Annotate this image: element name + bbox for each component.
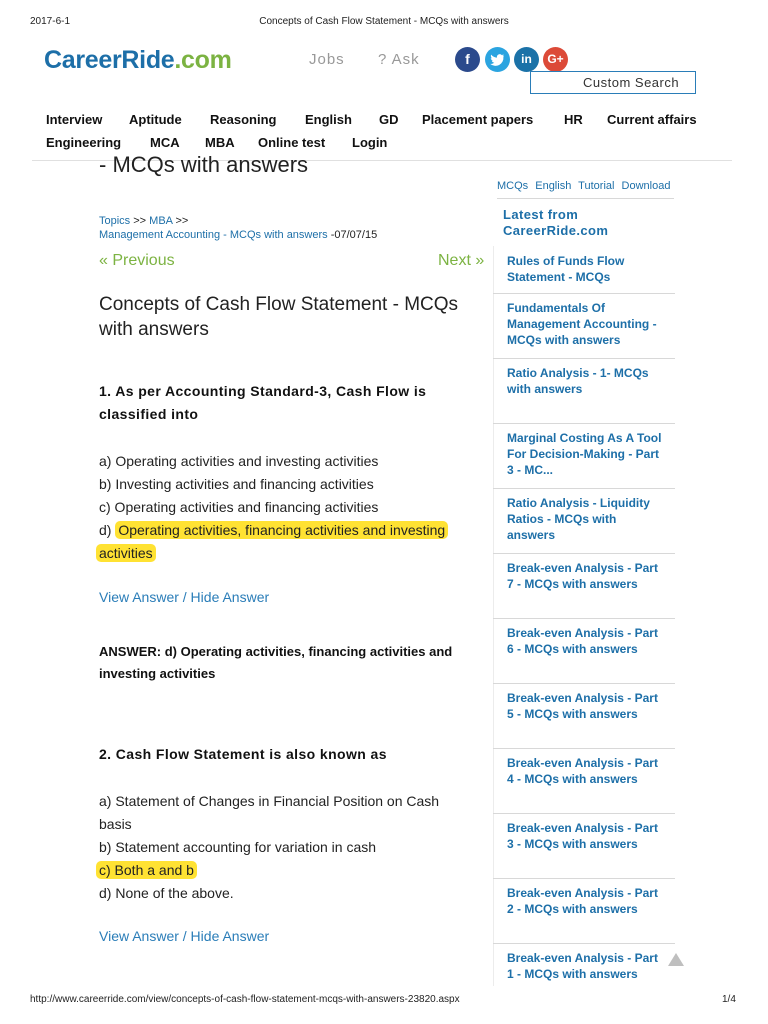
q2-option-c	[96, 861, 197, 879]
sidebar-heading-line-2: CareerRide.com	[503, 223, 609, 238]
sidebar-item-funds-flow[interactable]: Rules of Funds Flow Statement - MCQs	[493, 246, 675, 294]
q1-option-c: c) Operating activities and financing activities	[99, 499, 379, 515]
nav-placement-papers[interactable]: Placement papers	[422, 112, 534, 127]
sidebar-link-english[interactable]: English	[535, 180, 572, 192]
nav-engineering[interactable]: Engineering	[46, 135, 122, 150]
q1-option-d-highlight-cont: activities	[96, 544, 156, 562]
nav-login[interactable]: Login	[352, 135, 388, 150]
breadcrumb-mba[interactable]: MBA	[149, 215, 173, 227]
scroll-to-top-icon[interactable]	[668, 953, 684, 966]
q2-option-b: b) Statement accounting for variation in cash	[99, 839, 377, 855]
logo-text-domain: .com	[174, 46, 232, 74]
print-header	[0, 16, 768, 30]
linkedin-icon[interactable]: in	[514, 47, 539, 72]
nav-mca[interactable]: MCA	[150, 135, 180, 150]
q1-view-answer-link[interactable]: View Answer / Hide Answer	[99, 589, 270, 605]
site-logo[interactable]	[44, 46, 232, 75]
breadcrumb-topics[interactable]: Topics	[99, 215, 131, 227]
q2-option-a: a) Statement of Changes in Financial Position on Cash	[99, 793, 440, 809]
googleplus-icon[interactable]: G+	[543, 47, 568, 72]
article-title: Concepts of Cash Flow Statement - MCQs with answers	[99, 294, 459, 340]
sidebar-item-break-even-5[interactable]: Break-even Analysis - Part 5 - MCQs with answers	[493, 684, 675, 749]
nav-current-affairs[interactable]: Current affairs	[607, 112, 697, 127]
sidebar-latest-list	[493, 246, 675, 1009]
sidebar-top-links	[497, 180, 675, 192]
sidebar-item-break-even-6[interactable]: Break-even Analysis - Part 6 - MCQs with answers	[493, 619, 675, 684]
sidebar-item-fundamentals[interactable]: Fundamentals Of Management Accounting - MCQs with answers	[493, 294, 675, 359]
sidebar-link-download[interactable]: Download	[621, 180, 671, 192]
ask-link[interactable]: ? Ask	[378, 51, 420, 68]
sidebar-heading-line-1: Latest from	[503, 207, 579, 222]
sidebar-item-break-even-2[interactable]: Break-even Analysis - Part 2 - MCQs with answers	[493, 879, 675, 944]
nav-english[interactable]: English	[305, 112, 352, 127]
twitter-bird-glyph	[485, 47, 510, 72]
question-2: 2. Cash Flow Statement is also known as	[99, 746, 387, 762]
q1-answer-line-2: investing activities	[99, 666, 216, 681]
nav-reasoning[interactable]: Reasoning	[210, 112, 277, 127]
sidebar-item-break-even-4[interactable]: Break-even Analysis - Part 4 - MCQs with answers	[493, 749, 675, 814]
nav-aptitude[interactable]: Aptitude	[129, 112, 182, 127]
q1-option-d-highlight: Operating activities, financing activities and investing	[115, 521, 448, 539]
breadcrumb-section[interactable]: Management Accounting - MCQs with answers	[99, 229, 328, 241]
q2-option-c-highlight: c) Both a and b	[96, 861, 197, 879]
sidebar-item-marginal-costing[interactable]: Marginal Costing As A Tool For Decision-Making - Part 3 - MC...	[493, 424, 675, 489]
twitter-icon[interactable]	[485, 47, 510, 72]
sidebar-item-break-even-7[interactable]: Break-even Analysis - Part 7 - MCQs with answers	[493, 554, 675, 619]
nav-mba[interactable]: MBA	[205, 135, 235, 150]
nav-gd[interactable]: GD	[379, 112, 399, 127]
sidebar-heading	[503, 207, 608, 239]
sidebar-item-break-even-1[interactable]: Break-even Analysis - Part 1 - MCQs with answers	[507, 951, 658, 981]
jobs-link[interactable]: Jobs	[309, 51, 345, 68]
sidebar-item-break-even-3[interactable]: Break-even Analysis - Part 3 - MCQs with answers	[493, 814, 675, 879]
q2-view-answer-link[interactable]: View Answer / Hide Answer	[99, 928, 270, 944]
sidebar-link-tutorial[interactable]: Tutorial	[578, 180, 615, 192]
sidebar-divider	[497, 198, 674, 199]
q1-answer	[99, 641, 494, 685]
next-link[interactable]: Next »	[438, 252, 485, 269]
facebook-icon[interactable]: f	[455, 47, 480, 72]
logo-text-main: CareerRide	[44, 46, 175, 74]
breadcrumb-separator: >>	[133, 215, 147, 227]
question-1: 1. As per Accounting Standard-3, Cash Flow is classified into	[99, 383, 427, 422]
q1-option-d-continued	[96, 544, 156, 562]
sidebar-item-ratio-analysis-1[interactable]: Ratio Analysis - 1- MCQs with answers	[493, 359, 675, 424]
breadcrumb-separator: >>	[175, 215, 189, 227]
q2-option-d: d) None of the above.	[99, 885, 234, 901]
print-date: 2017-6-1	[30, 16, 71, 27]
sidebar-link-mcqs[interactable]: MCQs	[497, 180, 529, 192]
sidebar-item-liquidity-ratios[interactable]: Ratio Analysis - Liquidity Ratios - MCQs with answers	[493, 489, 675, 554]
custom-search-box[interactable]: Custom Search	[530, 71, 696, 94]
q1-option-d-prefix: d)	[99, 522, 112, 538]
nav-hr[interactable]: HR	[564, 112, 583, 127]
print-page-number: 1/4	[722, 994, 736, 1005]
q1-option-a: a) Operating activities and investing activities	[99, 453, 379, 469]
previous-link[interactable]: « Previous	[99, 252, 175, 269]
nav-interview[interactable]: Interview	[46, 112, 103, 127]
q1-answer-line-1: ANSWER: d) Operating activities, financing activities and	[99, 644, 453, 659]
page-heading-partial: - MCQs with answers	[99, 152, 309, 177]
q1-option-d	[99, 521, 448, 539]
print-url: http://www.careerride.com/view/concepts-of-cash-flow-statement-mcqs-with-answers-23820.aspx	[30, 994, 460, 1005]
q1-option-b: b) Investing activities and financing activities	[99, 476, 374, 492]
breadcrumb	[99, 214, 377, 242]
print-title: Concepts of Cash Flow Statement - MCQs with answers	[259, 16, 509, 27]
nav-online-test[interactable]: Online test	[258, 135, 326, 150]
breadcrumb-date: -07/07/15	[330, 229, 378, 241]
q2-option-a-continued: basis	[99, 816, 132, 832]
